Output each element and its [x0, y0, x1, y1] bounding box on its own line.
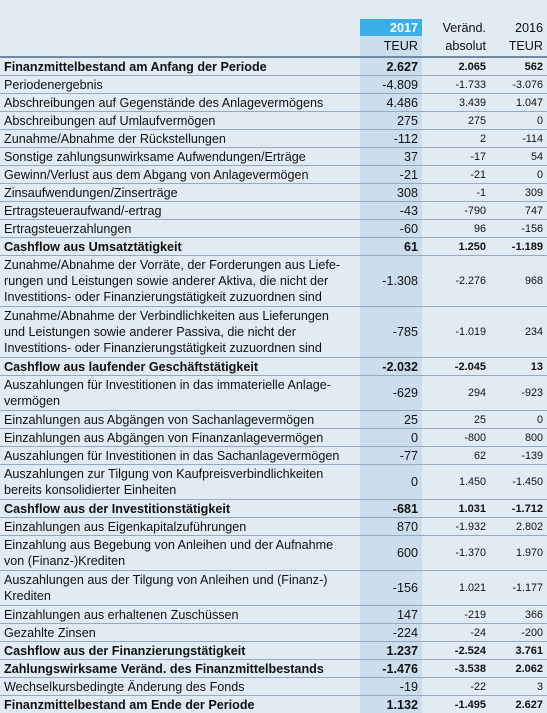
- row-label: Sonstige zahlungsunwirksame Aufwendungen/Erträge: [0, 148, 360, 166]
- value-2017: 600: [360, 536, 422, 571]
- value-change: -1.370: [422, 536, 489, 571]
- value-change: -17: [422, 148, 489, 166]
- value-2017: -681: [360, 500, 422, 518]
- value-2017: -112: [360, 130, 422, 148]
- value-2017: -1.308: [360, 256, 422, 307]
- value-2017: -1.476: [360, 660, 422, 678]
- header-unit-change: absolut: [422, 36, 489, 57]
- row-label: Zinsaufwendungen/Zinserträge: [0, 184, 360, 202]
- value-change: -2.524: [422, 642, 489, 660]
- value-2017: 2.627: [360, 57, 422, 76]
- value-2016: -200: [489, 624, 547, 642]
- row-label: Auszahlungen für Investitionen in das immaterielle Anlage- vermögen: [0, 376, 360, 411]
- value-2016: -923: [489, 376, 547, 411]
- value-change: 275: [422, 112, 489, 130]
- value-2017: 1.132: [360, 696, 422, 713]
- cashflow-table: [0, 19, 547, 713]
- value-2016: 2.627: [489, 696, 547, 713]
- value-2016: 0: [489, 166, 547, 184]
- table-body: [0, 57, 547, 713]
- table-row: [0, 447, 547, 465]
- value-2016: 3.761: [489, 642, 547, 660]
- value-2016: 54: [489, 148, 547, 166]
- row-label: Cashflow aus laufender Geschäftstätigkeit: [0, 358, 360, 376]
- table-row: [0, 202, 547, 220]
- value-2017: -19: [360, 678, 422, 696]
- value-2017: -60: [360, 220, 422, 238]
- value-2017: 275: [360, 112, 422, 130]
- value-change: -2.276: [422, 256, 489, 307]
- row-label: Auszahlungen zur Tilgung von Kaufpreisverbindlichkeiten bereits konsolidierter Einheiten: [0, 465, 360, 500]
- value-change: 2.065: [422, 57, 489, 76]
- value-2017: -43: [360, 202, 422, 220]
- value-2016: 0: [489, 411, 547, 429]
- value-change: -21: [422, 166, 489, 184]
- row-label: Einzahlungen aus erhaltenen Zuschüssen: [0, 606, 360, 624]
- row-label: Finanzmittelbestand am Ende der Periode: [0, 696, 360, 713]
- value-change: 62: [422, 447, 489, 465]
- value-2017: -224: [360, 624, 422, 642]
- table-row: [0, 660, 547, 678]
- value-change: -800: [422, 429, 489, 447]
- table-row: [0, 500, 547, 518]
- row-label: Zunahme/Abnahme der Vorräte, der Forderungen aus Liefe- rungen und Leistungen sowie anderer Aktiva, die nicht der Investitions- oder Finanzierungstätigkeit zuzuordnen sind: [0, 256, 360, 307]
- table-row: [0, 94, 547, 112]
- value-change: 1.250: [422, 238, 489, 256]
- header-unit-2016: TEUR: [489, 36, 547, 57]
- row-label: Wechselkursbedingte Änderung des Fonds: [0, 678, 360, 696]
- value-2016: -156: [489, 220, 547, 238]
- table-row: [0, 429, 547, 447]
- table-row: [0, 166, 547, 184]
- value-2016: 3: [489, 678, 547, 696]
- row-label: Zunahme/Abnahme der Verbindlichkeiten aus Lieferungen und Leistungen sowie anderer Passiva, die nicht der Investitions- oder Finanzierungstätigkeit zuzuordnen sind: [0, 307, 360, 358]
- value-2016: 13: [489, 358, 547, 376]
- value-2016: 800: [489, 429, 547, 447]
- header-unit-2017: TEUR: [360, 36, 422, 57]
- table-row: [0, 130, 547, 148]
- header-year-2016: 2016: [489, 19, 547, 36]
- value-2016: 2.802: [489, 518, 547, 536]
- table-row: [0, 256, 547, 307]
- value-2016: -1.450: [489, 465, 547, 500]
- row-label: Periodenergebnis: [0, 76, 360, 94]
- row-label: Ertragsteuerzahlungen: [0, 220, 360, 238]
- table-row: [0, 571, 547, 606]
- table-row: [0, 148, 547, 166]
- header-row-years: [0, 19, 547, 36]
- row-label: Zahlungswirksame Veränd. des Finanzmittelbestands: [0, 660, 360, 678]
- value-change: 294: [422, 376, 489, 411]
- value-2016: 562: [489, 57, 547, 76]
- value-2017: 870: [360, 518, 422, 536]
- value-change: -1.495: [422, 696, 489, 713]
- row-label: Cashflow aus Umsatztätigkeit: [0, 238, 360, 256]
- value-change: 25: [422, 411, 489, 429]
- value-2016: 1.047: [489, 94, 547, 112]
- table-row: [0, 465, 547, 500]
- value-change: -3.538: [422, 660, 489, 678]
- value-2016: -1.712: [489, 500, 547, 518]
- value-change: 1.031: [422, 500, 489, 518]
- value-change: -22: [422, 678, 489, 696]
- row-label: Einzahlungen aus Abgängen von Finanzanlagevermögen: [0, 429, 360, 447]
- value-2017: -77: [360, 447, 422, 465]
- value-2016: 366: [489, 606, 547, 624]
- table-row: [0, 238, 547, 256]
- value-change: 96: [422, 220, 489, 238]
- row-label: Gewinn/Verlust aus dem Abgang von Anlagevermögen: [0, 166, 360, 184]
- value-2017: -156: [360, 571, 422, 606]
- row-label: Abschreibungen auf Gegenstände des Anlagevermögens: [0, 94, 360, 112]
- value-change: 2: [422, 130, 489, 148]
- value-2016: 309: [489, 184, 547, 202]
- value-2016: -1.189: [489, 238, 547, 256]
- row-label: Finanzmittelbestand am Anfang der Periode: [0, 57, 360, 76]
- row-label: Zunahme/Abnahme der Rückstellungen: [0, 130, 360, 148]
- value-2017: -2.032: [360, 358, 422, 376]
- value-change: -1.019: [422, 307, 489, 358]
- value-2017: 1.237: [360, 642, 422, 660]
- table-row: [0, 411, 547, 429]
- row-label: Gezahlte Zinsen: [0, 624, 360, 642]
- value-2017: 37: [360, 148, 422, 166]
- table-row: [0, 536, 547, 571]
- row-label: Ertragsteueraufwand/-ertrag: [0, 202, 360, 220]
- header-row-units: [0, 36, 547, 57]
- value-2016: 1.970: [489, 536, 547, 571]
- table-row: [0, 376, 547, 411]
- table-row: [0, 606, 547, 624]
- value-2017: -629: [360, 376, 422, 411]
- header-year-2017: 2017: [360, 19, 422, 36]
- value-2016: 234: [489, 307, 547, 358]
- value-2017: 4.486: [360, 94, 422, 112]
- value-change: -2.045: [422, 358, 489, 376]
- value-2017: -21: [360, 166, 422, 184]
- header-blank-2: [0, 36, 360, 57]
- row-label: Auszahlungen für Investitionen in das Sachanlagevermögen: [0, 447, 360, 465]
- header-change: Veränd.: [422, 19, 489, 36]
- row-label: Abschreibungen auf Umlaufvermögen: [0, 112, 360, 130]
- row-label: Einzahlungen aus Eigenkapitalzuführungen: [0, 518, 360, 536]
- value-change: -219: [422, 606, 489, 624]
- value-2017: 0: [360, 429, 422, 447]
- value-2016: 2.062: [489, 660, 547, 678]
- row-label: Auszahlungen aus der Tilgung von Anleihen und (Finanz-) Krediten: [0, 571, 360, 606]
- table-row: [0, 220, 547, 238]
- table-row: [0, 76, 547, 94]
- value-2017: 147: [360, 606, 422, 624]
- row-label: Einzahlung aus Begebung von Anleihen und der Aufnahme von (Finanz-)Krediten: [0, 536, 360, 571]
- table-row: [0, 358, 547, 376]
- value-2017: 61: [360, 238, 422, 256]
- value-2017: 0: [360, 465, 422, 500]
- row-label: Cashflow aus der Investitionstätigkeit: [0, 500, 360, 518]
- table-row: [0, 307, 547, 358]
- table-row: [0, 642, 547, 660]
- table-row: [0, 624, 547, 642]
- value-2016: -3.076: [489, 76, 547, 94]
- table-row: [0, 112, 547, 130]
- value-change: -24: [422, 624, 489, 642]
- value-change: -790: [422, 202, 489, 220]
- table-row: [0, 518, 547, 536]
- value-2017: -4.809: [360, 76, 422, 94]
- value-change: 3.439: [422, 94, 489, 112]
- value-change: 1.021: [422, 571, 489, 606]
- value-2017: 25: [360, 411, 422, 429]
- value-2016: 968: [489, 256, 547, 307]
- value-2016: 747: [489, 202, 547, 220]
- table-row: [0, 696, 547, 713]
- table-row: [0, 57, 547, 76]
- table-row: [0, 184, 547, 202]
- value-change: 1.450: [422, 465, 489, 500]
- value-2017: -785: [360, 307, 422, 358]
- row-label: Cashflow aus der Finanzierungstätigkeit: [0, 642, 360, 660]
- value-2016: -1.177: [489, 571, 547, 606]
- table-row: [0, 678, 547, 696]
- header-blank: [0, 19, 360, 36]
- value-2016: -114: [489, 130, 547, 148]
- value-2016: -139: [489, 447, 547, 465]
- value-change: -1.932: [422, 518, 489, 536]
- value-change: -1: [422, 184, 489, 202]
- value-2017: 308: [360, 184, 422, 202]
- value-change: -1.733: [422, 76, 489, 94]
- row-label: Einzahlungen aus Abgängen von Sachanlagevermögen: [0, 411, 360, 429]
- value-2016: 0: [489, 112, 547, 130]
